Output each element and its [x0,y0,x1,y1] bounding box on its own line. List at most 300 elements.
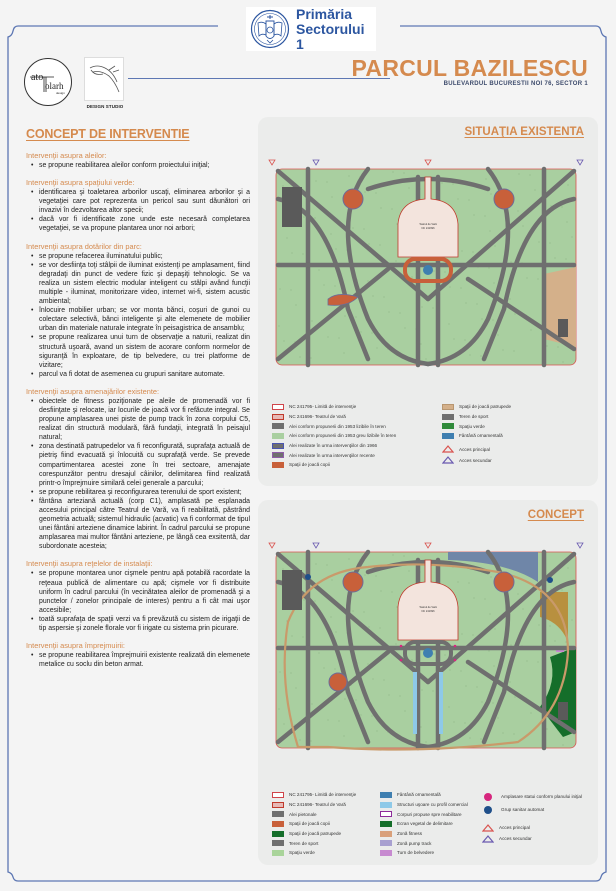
legend-label: Acces principal [459,446,490,452]
grass-texture-dot [292,253,293,254]
coat-of-arms-icon [250,9,290,49]
legend-item [442,444,592,455]
legend-item [380,809,490,819]
grass-texture-dot [392,592,393,593]
theatre-label: Teatrul de Vară [419,223,437,226]
bullet-item: • se propune montarea unor cişmele pentru apă potabilă racordate la reţeaua publică de alimentare cu apă; cişmele vor fi distribuite uniform în cadrul parcului (în vecinătatea aleilor de promenadă şi a punctelor / zonelor principale de interes) pentru a fi cât mai uşor accesibile; [31,569,250,614]
section-bullets [26,397,250,552]
ornamental-fountain [423,648,433,658]
grass-texture-dot [280,289,281,290]
legend-label: Turn de belvedere [397,850,435,856]
grass-texture-dot [397,607,398,608]
grass-texture-dot [454,339,455,340]
grass-texture-dot [482,319,483,320]
grass-texture-dot [550,626,551,627]
grass-texture-dot [369,244,370,245]
legend-label: Spaţii de joacă copii [289,462,330,468]
grass-texture-dot [494,666,495,667]
grass-texture-dot [551,589,552,590]
grass-texture-dot [515,697,516,698]
legend-label: Fântână ornamentală [397,792,441,798]
legend-item [380,838,490,848]
legend-item [482,822,597,833]
legend-swatch [272,404,284,410]
grass-texture-dot [421,727,422,728]
grass-texture-dot [434,654,435,655]
grass-texture-dot [474,598,475,599]
legend-swatch [380,850,392,856]
access-marker-icon [269,160,275,165]
grass-texture-dot [454,722,455,723]
grass-texture-dot [328,337,329,338]
grass-texture-dot [523,609,524,610]
access-marker-icon [313,543,319,548]
grass-texture-dot [485,216,486,217]
grass-texture-dot [442,183,443,184]
commercial-strip [413,672,417,734]
grass-texture-dot [530,175,531,176]
bullet-item: • obiectele de fitness poziţionate pe aleile de promenadă vor fi desfiinţate şi relocate, iar locurile de joacă vor fi refăcute integral. Se propune amplasarea unei piste de pump track în zona corpului C5, realizat din structură modulară, fără fundaţii, integrată în peisajul natural; [31,397,250,442]
grass-texture-dot [296,305,297,306]
grass-texture-dot [279,709,280,710]
grass-texture-dot [445,655,446,656]
grass-texture-dot [469,583,470,584]
grass-texture-dot [300,357,301,358]
grass-texture-dot [491,194,492,195]
section-bullets [26,188,250,233]
grass-texture-dot [353,228,354,229]
access-triangle-icon [482,824,494,832]
access-marker-icon [577,160,583,165]
legend-label: Alei realizate în urma intervenţiilor din 1966 [289,443,378,449]
section-heading: Intervenţii asupra aleilor: [26,151,107,160]
bullet-item: • se propune rebilitarea şi reconfigurarea terenului de sport existent; [31,488,250,497]
atelier-logo-mark [28,67,68,97]
grass-texture-dot [319,270,320,271]
grass-texture-dot [531,713,532,714]
grass-texture-dot [563,745,564,746]
grass-texture-dot [344,736,345,737]
grass-texture-dot [481,739,482,740]
grass-texture-dot [364,229,365,230]
grass-texture-dot [380,245,381,246]
legend-item [272,402,432,412]
concept-title: CONCEPT DE INTERVENTIE [26,127,190,141]
legend-item [272,829,382,839]
grass-texture-dot [519,174,520,175]
legend-label: Alei realizate în urma intervenţiilor recente [289,452,375,458]
existing-legend-right [442,402,592,466]
legend-label: NC 241696- Teatrul de Vară [289,414,346,420]
theatre-label: NC 241696 [421,610,435,613]
legend-swatch [272,811,284,817]
existing-site-plan [268,159,584,371]
grass-texture-dot [400,313,401,314]
legend-label: Grup sanitar automat [501,807,545,812]
playground [494,189,514,209]
grass-texture-dot [397,224,398,225]
grass-texture-dot [335,669,336,670]
legend-label: Ecran vegetal de delimitare [397,821,453,827]
grass-texture-dot [377,731,378,732]
grass-texture-dot [405,328,406,329]
grass-texture-dot [284,724,285,725]
existing-situation-title: SITUAŢIA EXISTENTA [464,126,584,138]
legend-label: Alei conform propunerii din 1953 greu lizibile în teren [289,433,397,439]
access-marker-icon [269,543,275,548]
grass-texture-dot [336,632,337,633]
grass-texture-dot [377,348,378,349]
grass-texture-dot [368,664,369,665]
primaria-logo [246,7,376,51]
legend-label: NC 241696- Teatrul de Vară [289,802,346,808]
grass-texture-dot [495,246,496,247]
grass-texture-dot [539,242,540,243]
grass-texture-dot [368,281,369,282]
grass-texture-dot [538,279,539,280]
grass-texture-dot [518,594,519,595]
grass-texture-dot [412,277,413,278]
legend-label: Alei conform propunerii din 1953 lizibile în teren [289,423,386,429]
grass-texture-dot [518,211,519,212]
access-triangle-icon [482,835,494,843]
bullet-item: • se propune refacerea iluminatului public; [31,252,250,261]
grass-texture-dot [421,344,422,345]
bullet-item: • toată suprafaţa de spaţii verzi va fi prevăzută cu sistem de irigaţii de tip aspersie şi zonele florale vor fi irigate cu sistema prin picurare. [31,615,250,633]
legend-label: NC 241795- Limită de intervenţie [289,792,357,798]
grass-texture-dot [473,252,474,253]
grass-texture-dot [572,237,573,238]
legend-item [272,819,382,829]
grass-texture-dot [303,254,304,255]
grass-texture-dot [490,614,491,615]
grass-texture-dot [527,661,528,662]
grass-texture-dot [365,575,366,576]
grass-texture-dot [462,251,463,252]
grass-texture-dot [481,356,482,357]
grass-texture-dot [566,259,567,260]
grass-texture-dot [477,687,478,688]
legend-label: Acces principal [499,825,530,830]
grass-texture-dot [450,287,451,288]
grass-texture-dot [349,176,350,177]
grass-texture-dot [514,351,515,352]
legend-label: Spaţii de joacă patrupede [459,404,512,410]
grass-texture-dot [510,682,511,683]
section-heading: Intervenţii asupra dotărilor din parc: [26,241,142,251]
grass-texture-dot [283,569,284,570]
grass-texture-dot [356,317,357,318]
grass-texture-dot [369,627,370,628]
grass-texture-dot [493,320,494,321]
grass-texture-dot [311,358,312,359]
grass-texture-dot [422,307,423,308]
legend-item [380,848,490,858]
building [282,187,302,227]
grass-texture-dot [376,193,377,194]
grass-texture-dot [531,330,532,331]
grass-texture-dot [572,620,573,621]
legend-item [380,829,490,839]
grass-texture-dot [365,192,366,193]
grass-texture-dot [485,599,486,600]
legend-label: NC 241795- Limită de intervenţie [289,404,357,410]
grass-texture-dot [462,634,463,635]
legend-swatch [272,850,284,856]
grass-texture-dot [523,226,524,227]
grass-texture-dot [466,686,467,687]
grass-texture-dot [412,660,413,661]
access-marker-icon [313,160,319,165]
building [558,319,568,337]
grass-texture-dot [380,628,381,629]
grass-texture-dot [433,308,434,309]
grass-texture-dot [562,207,563,208]
legend-item [272,809,382,819]
grass-texture-dot [381,208,382,209]
grass-texture-dot [389,312,390,313]
grass-texture-dot [493,703,494,704]
theatre-label: Teatrul de Vară [419,606,437,609]
grass-texture-dot [458,199,459,200]
grass-texture-dot [449,324,450,325]
concept-section [26,242,250,379]
grass-texture-dot [470,355,471,356]
access-marker-icon [425,160,431,165]
grass-texture-dot [450,670,451,671]
grass-texture-dot [458,582,459,583]
grass-texture-dot [426,359,427,360]
legend-label: Spaţiu verde [459,423,485,429]
legend-swatch [272,433,284,439]
grass-texture-dot [324,285,325,286]
grass-texture-dot [353,611,354,612]
grass-texture-dot [426,742,427,743]
legend-swatch [380,821,392,827]
legend-swatch [380,802,392,808]
concept-map [268,542,584,754]
grass-texture-dot [433,691,434,692]
grass-texture-dot [498,718,499,719]
concept-section [26,151,250,170]
legend-swatch [380,792,392,798]
theatre-label: NC 241696 [421,227,435,230]
legend-swatch [272,840,284,846]
grass-texture-dot [336,249,337,250]
section-bullets [26,161,250,170]
grass-texture-dot [400,696,401,697]
grass-texture-dot [312,321,313,322]
grass-texture-dot [404,556,405,557]
ornamental-fountain [423,265,433,275]
grass-texture-dot [304,600,305,601]
grass-texture-dot [312,704,313,705]
legend-swatch [272,462,284,468]
bullet-item: • înlocuire mobilier urban; se vor monta bănci, coşuri de gunoi cu colectare selectivă, bănci inteligente şi alte elemenete de mobilier urban din materiale naturale integrate în peisagistrica de ansamblu; [31,306,250,333]
bullet-item: • dacă vor fi identificate zone unde este necesară completarea vegetaţiei, se va propune plantarea unor noi arbori; [31,215,250,233]
building [558,702,568,720]
legend-item [442,431,592,441]
grass-texture-dot [393,555,394,556]
concept-panel [258,500,598,865]
legend-swatch [272,414,284,420]
legend-label: Amplasare statui conform planului iniţial [501,794,582,799]
legend-swatch [380,840,392,846]
sanitary-unit [547,577,553,583]
grass-texture-dot [373,296,374,297]
grass-texture-dot [396,644,397,645]
legend-item [442,402,592,412]
park-title: PARCUL BAZILESCU [351,55,588,81]
legend-label: Teren de sport [289,840,319,846]
legend-item [482,833,597,844]
grass-texture-dot [461,288,462,289]
grass-texture-dot [381,591,382,592]
grass-texture-dot [315,601,316,602]
grass-texture-dot [287,238,288,239]
grass-texture-dot [422,690,423,691]
legend-item [272,790,382,800]
grass-texture-dot [300,740,301,741]
legend-item [442,421,592,431]
legend-label: Zonă pump track [397,840,432,846]
playground [343,189,363,209]
bullet-item: • se vor desfiinţa toţi stâlpii de iluminat existenţi pe amplasament, fiind degradaţi din punct de vedere fizic şi depaşiţi tehnologic. Se va realiza un sistem electric modular inteligent cu stâlpi având funcţii multiple - iluminat, monitorizare video, internet wi-fi, sistem acustic ambiental; [31,261,250,306]
grass-texture-dot [404,173,405,174]
legend-swatch [272,792,284,798]
legend-swatch [272,802,284,808]
design-studio-logo [84,57,124,101]
concept-legend-col-2 [380,790,490,858]
concept-sections [26,151,250,669]
bullet-item: • zona destinată patrupedelor va fi reconfigurată, suprafaţa actuală de pietriş fiind evacuată şi înlocuită cu suprafaţă verde. Se prevede compartimentarea acestei zone în trei sectoare, amenajate corespunzător pentru dresajul câinilor, delimitarea fiind realizată printr-o împrejmuire similară celei generale a parcului; [31,442,250,487]
grass-texture-dot [474,215,475,216]
grass-texture-dot [284,341,285,342]
grass-texture-dot [324,668,325,669]
legend-item [272,421,432,431]
legend-dot-icon [484,793,492,801]
legend-item [482,790,597,803]
grass-texture-dot [315,218,316,219]
authority-line-1: Primăria [296,5,353,22]
grass-texture-dot [364,612,365,613]
grass-texture-dot [486,179,487,180]
statue-marker [400,645,403,648]
playground [494,572,514,592]
grass-texture-dot [535,190,536,191]
authority-name [296,7,372,52]
legend-label: Fântână ornamentală [459,433,503,439]
grass-texture-dot [332,197,333,198]
legend-item [380,819,490,829]
grass-texture-dot [356,700,357,701]
grass-texture-dot [328,720,329,721]
grass-texture-dot [558,347,559,348]
legend-swatch [272,443,284,449]
grass-texture-dot [384,297,385,298]
section-heading: Intervenţii asupra amenajărilor existente: [26,386,160,396]
grass-texture-dot [566,642,567,643]
grass-texture-dot [514,734,515,735]
grass-texture-dot [489,268,490,269]
legend-label: Spaţii de joacă copii [289,821,330,827]
grass-texture-dot [304,217,305,218]
concept-legend-col-3 [482,790,597,844]
legend-swatch [272,821,284,827]
legend-swatch [442,414,454,420]
legend-swatch [272,452,284,458]
concept-section [26,178,250,233]
grass-texture-dot [409,188,410,189]
grass-texture-dot [538,662,539,663]
building [282,570,302,610]
grass-texture-dot [327,565,328,566]
grass-texture-dot [296,688,297,689]
grass-texture-dot [331,234,332,235]
grass-texture-dot [461,671,462,672]
grass-texture-dot [376,576,377,577]
bullet-item: • fântâna arteziană actuală (corp C1), amplasată pe esplanada accesului principal către Teatrul de Vară, va fi reabilitată, păstrând geometria actuală; sistemul hidraulic (acvatic) va fi conformat de tipul unei fântâni arteziene dinamice labirint. În cadrul parcului se propune amplasarea mai multor fântâni arteziene, pe lângă cea exsitentă, dar subordonate acesteia; [31,497,250,552]
atelier-logo [24,58,72,106]
grass-texture-dot [384,680,385,681]
legend-item [272,460,432,470]
access-marker-icon [577,543,583,548]
legend-item [380,790,490,800]
grass-texture-dot [551,206,552,207]
legend-item [272,431,432,441]
sanitary-unit [305,574,311,580]
legend-swatch [380,811,392,817]
grass-texture-dot [567,222,568,223]
grass-texture-dot [339,338,340,339]
section-bullets [26,569,250,633]
grass-texture-dot [372,333,373,334]
legend-label: Zonă fitness [397,831,423,837]
concept-section [26,559,250,633]
concept-section [26,387,250,552]
legend-item [272,800,382,810]
grass-texture-dot [550,243,551,244]
hand-sketch-icon [85,58,125,102]
grass-texture-dot [345,699,346,700]
grass-texture-dot [465,723,466,724]
concept-plan-title: CONCEPT [527,509,584,521]
concept-text-column [26,127,250,677]
grass-texture-dot [335,286,336,287]
legend-dot-icon [484,806,492,814]
grass-texture-dot [482,702,483,703]
grass-texture-dot [555,258,556,259]
grass-texture-dot [316,181,317,182]
park-address: BULEVARDUL BUCURESTII NOI 76, SECTOR 1 [443,81,588,87]
concept-section [26,641,250,669]
legend-item [380,800,490,810]
legend-swatch [272,831,284,837]
grass-texture-dot [503,350,504,351]
existing-map [268,159,584,371]
playground [343,572,363,592]
bullet-item: • identificarea şi toaletarea arborilor uscaţi, eliminarea arborilor şi a vegetaţiei care pot reprezenta un pericol sau sunt dăunători ori invazivi în dezvoltarea altor specii; [31,188,250,215]
legend-label: Acces secundar [499,836,532,841]
grass-texture-dot [405,711,406,712]
grass-texture-dot [327,182,328,183]
section-heading: Intervenţii asupra spaţiului verde: [26,178,135,188]
grass-texture-dot [511,262,512,263]
section-heading: Intervenţii asupra împrejmuirii: [26,641,125,651]
grass-texture-dot [465,340,466,341]
grass-texture-dot [539,625,540,626]
legend-swatch [380,831,392,837]
